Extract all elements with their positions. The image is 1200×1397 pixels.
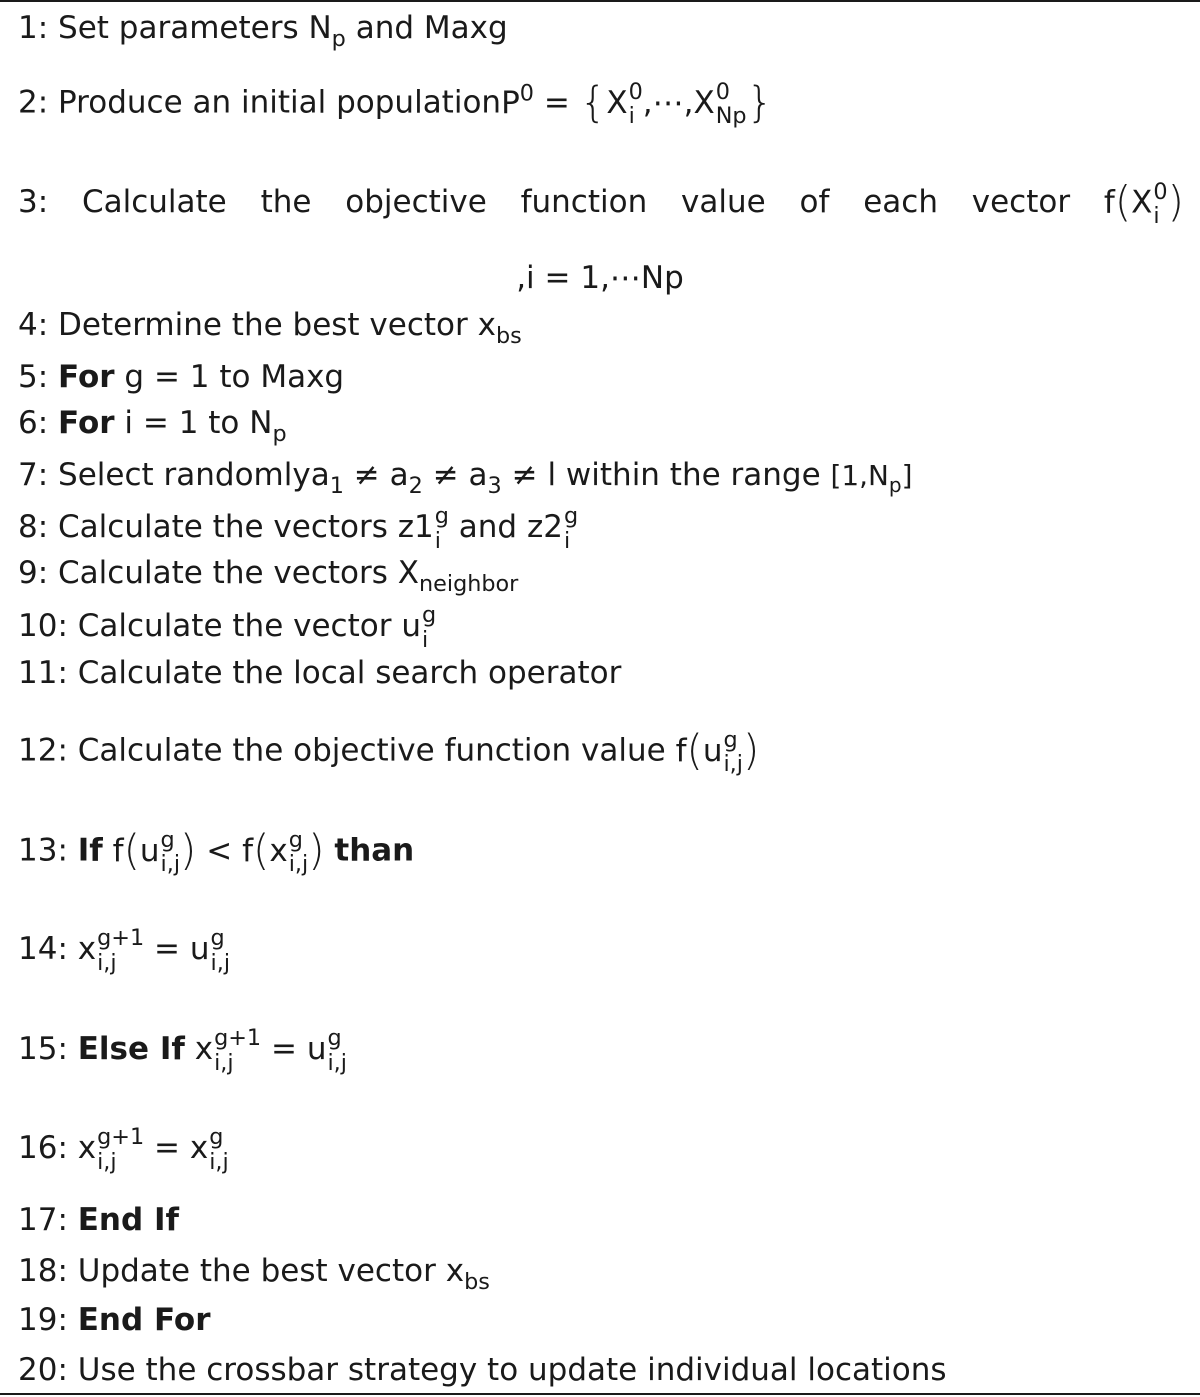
step-14: 14: x g+1 i,j = u g i,j <box>18 925 231 976</box>
step-6: 6: For i = 1 to $N_p$ <box>18 405 287 447</box>
step-4: 4: Determine the best vector $x_{bs}$ <box>18 307 522 349</box>
step-3: 3: Calculate the objective function value of each vector f(X 0 i ) <box>18 177 1184 230</box>
step-19: 19: End For <box>18 1302 211 1338</box>
step-number: 1: <box>18 10 49 46</box>
step-11: 11: Calculate the local search operator <box>18 655 622 691</box>
step-15: 15: Else If x g+1 i,j = u g i,j <box>18 1025 347 1076</box>
step-text: and <box>355 10 415 46</box>
step-10: 10: Calculate the vector u g i <box>18 602 437 653</box>
step-text: Produce an initial population <box>58 84 502 121</box>
top-rule <box>0 0 1200 2</box>
step-17: 17: End If <box>18 1202 179 1238</box>
math-maxg: Maxg <box>423 10 508 46</box>
math-f-x: f(X 0 i ) <box>1103 177 1184 230</box>
step-13: 13: If f(u g i,j ) < f(x g i,j ) than <box>18 825 415 878</box>
math-Np: $N_p$ <box>308 10 346 52</box>
step-8: 8: Calculate the vectors z1 g i and z2 g i <box>18 503 579 554</box>
step-9: 9: Calculate the vectors $X_{neighbor}$ <box>18 555 519 597</box>
step-18: 18: Update the best vector $x_{bs}$ <box>18 1253 490 1295</box>
step-3-continuation: ,i = 1,⋯Np <box>516 260 684 296</box>
step-5: 5: For g = 1 to Maxg <box>18 359 345 395</box>
step-16: 16: x g+1 i,j = x g i,j <box>18 1124 229 1175</box>
math-population: $P^0 = \{X$ 0 i ,⋯,X 0 Np } <box>501 77 774 130</box>
step-1 <box>18 8 508 52</box>
step-text: Set parameters <box>58 10 299 46</box>
math-xbs: $x_{bs}$ <box>477 307 522 349</box>
step-7: 7: Select randomlya$_1$ ≠ $a_2 \ne a_3 \ne l$ within the range $[1,N_p]$ <box>18 457 913 499</box>
step-12: 12: Calculate the objective function value f(u g i,j ) <box>18 725 760 778</box>
bottom-rule <box>0 1393 1200 1395</box>
step-20: 20: Use the crossbar strategy to update individual locations <box>18 1352 947 1388</box>
step-number: 2: <box>18 84 49 121</box>
math-indices: $a_1 \ne a_2 \ne a_3 \ne l$ <box>310 457 557 499</box>
step-2 <box>18 77 774 130</box>
